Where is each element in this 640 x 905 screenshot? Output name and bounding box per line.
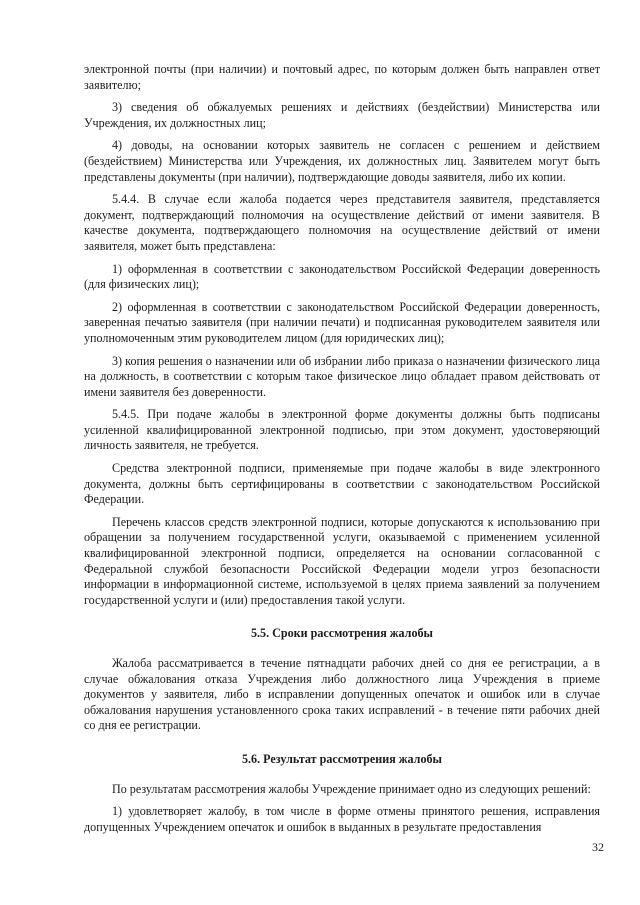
page-number: 32	[592, 840, 604, 854]
paragraph-poa-legal-entities: 2) оформленная в соответствии с законодательством Российской Федерации доверенность, заверенная печатью заявителя (при наличии печати) и подписанная руководителем заявителя или уполномоченным этим руководителем лицом (для юридических лиц);	[84, 299, 600, 345]
paragraph-5-5-terms: Жалоба рассматривается в течение пятнадцати рабочих дней со дня ее регистрации, а в случае обжалования отказа Учреждения либо должностного лица Учреждения в приеме документов у заявителя, либо в исправлении допущенных опечаток и ошибок или в случае обжалования нарушения установленного срока таких исправлений - в течение пяти рабочих дней со дня ее регистрации.	[84, 656, 600, 733]
paragraph-5-4-5: 5.4.5. При подаче жалобы в электронной форме документы должны быть подписаны усиленной квалифицированной электронной подписью, при этом документ, удостоверяющий личность заявителя, не требуется.	[84, 407, 600, 453]
paragraph-signature-classes: Перечень классов средств электронной подписи, которые допускаются к использованию при обращении за получением государственной услуги, оказываемой с применением усиленной квалифицированной электронной подписи, определяется на основании согласованной с Федеральной службой безопасности Российской Федерации модели угроз безопасности информации в информационной системе, используемой в целях приема заявлений за получением государственной услуги и (или) предоставления такой услуги.	[84, 514, 600, 607]
document-page	[84, 62, 600, 842]
heading-5-6: 5.6. Результат рассмотрения жалобы	[241, 751, 443, 766]
heading-5-5: 5.5. Сроки рассмотрения жалобы	[250, 626, 434, 641]
paragraph-item-3: 3) сведения об обжалуемых решениях и действиях (бездействии) Министерства или Учреждения, их должностных лиц;	[84, 100, 600, 130]
paragraph-5-4-4: 5.4.4. В случае если жалоба подается через представителя заявителя, представляется документ, подтверждающий полномочия на осуществление действий от имени заявителя. В качестве документа, подтверждающего полномочия на осуществление действий от имени заявителя, может быть представлена:	[84, 192, 600, 253]
paragraph-appointment-copy: 3) копия решения о назначении или об избрании либо приказа о назначении физического лица на должность, в соответствии с которым такое физическое лицо обладает правом действовать от имени заявителя без доверенности.	[84, 353, 600, 399]
paragraph-poa-individuals: 1) оформленная в соответствии с законодательством Российской Федерации доверенность (для физических лиц);	[84, 261, 600, 292]
paragraph-signature-tools: Средства электронной подписи, применяемые при подаче жалобы в виде электронного документа, должны быть сертифицированы в соответствии с законодательством Российской Федерации.	[84, 461, 600, 507]
paragraph-item-4: 4) доводы, на основании которых заявитель не согласен с решением и действием (бездействием) Министерства или Учреждения, их должностных лиц. Заявителем могут быть представлены документы (при наличии), подтверждающие доводы заявителя, либо их копии.	[84, 138, 600, 184]
paragraph-5-6-intro: По результатам рассмотрения жалобы Учреждение принимает одно из следующих решений:	[112, 781, 591, 796]
paragraph-5-6-item-1: 1) удовлетворяет жалобу, в том числе в форме отмены принятого решения, исправления допущенных Учреждением опечаток и ошибок в выданных в результате предоставления	[84, 804, 600, 834]
paragraph-contact-continuation: электронной почты (при наличии) и почтовый адрес, по которым должен быть направлен ответ заявителю;	[84, 62, 600, 92]
